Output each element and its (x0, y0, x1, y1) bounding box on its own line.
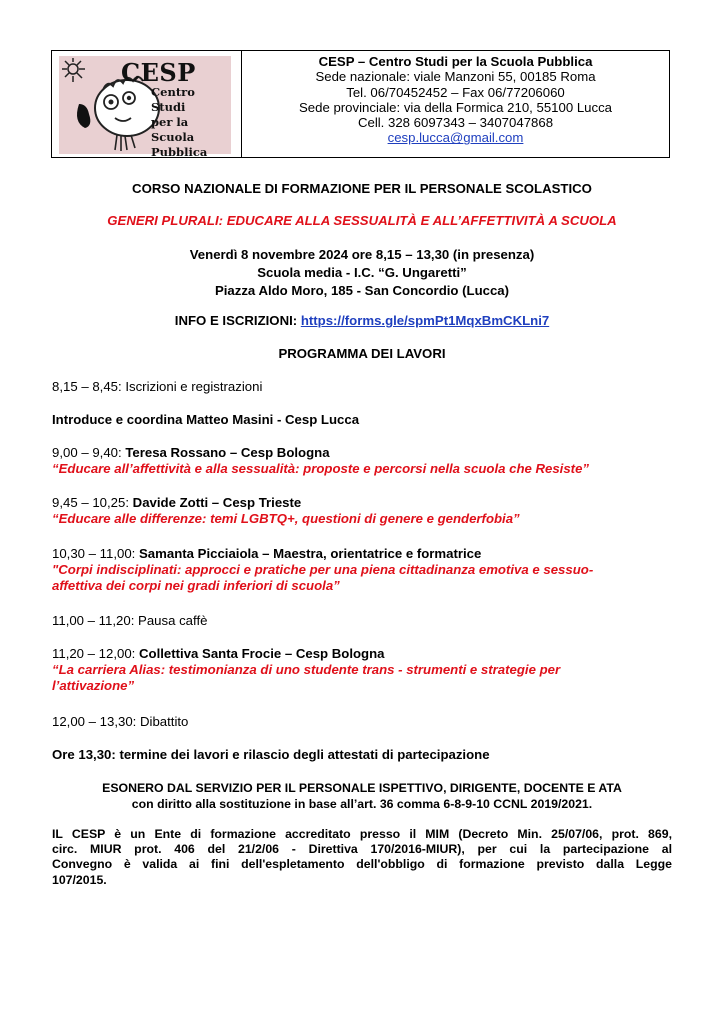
event-venue: Scuola media - I.C. “G. Ungaretti” (257, 265, 467, 280)
logo-sub-line: Pubblica (151, 145, 208, 159)
exemption-line: con diritto alla sostituzione in base all’art. 36 comma 6-8-9-10 CCNL 2019/2021. (131, 797, 593, 811)
talk-speaker: Davide Zotti – Cesp Trieste (132, 495, 302, 510)
talk-title-line: affettiva dei corpi nei gradi inferiori di scuola” (52, 578, 340, 593)
registration-link[interactable]: https://forms.gle/spmPt1MqxBmCKLni7 (300, 313, 550, 328)
provincial-address: Sede provinciale: via della Formica 210, 55100 Lucca (298, 99, 613, 115)
talk-title: “Educare alle differenze: temi LGBTQ+, questioni di genere e genderfobia” (52, 511, 520, 526)
logo-sub-line: per la (151, 115, 189, 129)
talk-3 (52, 546, 672, 594)
accreditation-line: IL CESP è un Ente di formazione accreditato presso il MIM (Decreto Min. 25/07/06, prot. 869, (52, 827, 672, 841)
talk-time: 10,30 – 11,00: (52, 546, 140, 561)
talk-title: “Educare all’affettività e alla sessualità: proposte e percorsi nella scuola che Resiste” (52, 461, 590, 476)
letterhead (51, 50, 670, 158)
talk-time: 9,45 – 10,25: (52, 495, 133, 510)
exemption-line: ESONERO DAL SERVIZIO PER IL PERSONALE ISPETTIVO, DIRIGENTE, DOCENTE E ATA (102, 781, 622, 795)
talk-2 (52, 495, 672, 527)
talk-time: 9,00 – 9,40: (52, 445, 126, 460)
accreditation-line: Convegno è valida ai fini dell'espletamento dell'obbligo di formazione previsto dalla Legge (52, 857, 672, 872)
info-label: INFO E ISCRIZIONI: (174, 313, 301, 328)
email-link[interactable]: cesp.lucca@gmail.com (387, 130, 524, 146)
program-title: PROGRAMMA DEI LAVORI (278, 346, 446, 361)
logo-subtitle (151, 85, 231, 160)
event-address: Piazza Aldo Moro, 185 - San Concordio (Lucca) (214, 283, 510, 298)
national-address: Sede nazionale: viale Manzoni 55, 00185 Roma (315, 69, 596, 85)
coffee-break: 11,00 – 11,20: Pausa caffè (52, 613, 208, 628)
registration-slot: 8,15 – 8,45: Iscrizioni e registrazioni (52, 379, 263, 394)
contact-info (242, 51, 669, 157)
talk-time: 11,20 – 12,00: (52, 646, 140, 661)
course-title: CORSO NAZIONALE DI FORMAZIONE PER IL PERSONALE SCOLASTICO (132, 181, 592, 196)
debate-slot: 12,00 – 13,30: Dibattito (52, 714, 189, 729)
logo-sub-line: Centro Studi (151, 85, 195, 114)
logo-title: CESP (121, 58, 196, 87)
mobile-phone: Cell. 328 6097343 – 3407047868 (357, 115, 554, 131)
talk-1 (52, 445, 672, 477)
course-subtitle: GENERI PLURALI: EDUCARE ALLA SESSUALITÀ E ALL’AFFETTIVITÀ A SCUOLA (107, 213, 617, 228)
event-details (40, 246, 684, 300)
info-registration (40, 313, 684, 328)
accreditation-paragraph (52, 827, 672, 888)
closing-slot: Ore 13,30: termine dei lavori e rilascio degli attestati di partecipazione (52, 747, 490, 762)
talk-title-line: l’attivazione” (52, 678, 135, 693)
talk-speaker: Collettiva Santa Frocie – Cesp Bologna (139, 646, 385, 661)
org-name: CESP – Centro Studi per la Scuola Pubblica (318, 54, 593, 69)
logo-cell (52, 51, 242, 157)
talk-speaker: Samanta Picciaiola – Maestra, orientatrice e formatrice (139, 546, 482, 561)
talk-4 (52, 646, 672, 694)
introduction-slot: Introduce e coordina Matteo Masini - Cesp Lucca (52, 412, 360, 427)
accreditation-line: 107/2015. (52, 872, 107, 887)
phone-fax: Tel. 06/70452452 – Fax 06/77206060 (346, 84, 565, 100)
talk-speaker: Teresa Rossano – Cesp Bologna (125, 445, 330, 460)
event-date: Venerdì 8 novembre 2024 ore 8,15 – 13,30 (in presenza) (189, 247, 535, 262)
accreditation-line: circ. MIUR prot. 406 del 21/2/06 - Direttiva 170/2016-MIUR), per cui la partecipazione al (52, 842, 672, 857)
logo-sub-line: Scuola (151, 130, 195, 144)
exemption-notice (40, 780, 684, 812)
talk-title-line: "Corpi indisciplinati: approcci e pratiche per una piena cittadinanza emotiva e sessuo- (52, 562, 594, 577)
talk-title-line: “La carriera Alias: testimonianza di uno studente trans - strumenti e strategie per (52, 662, 561, 677)
cesp-logo (59, 56, 231, 159)
